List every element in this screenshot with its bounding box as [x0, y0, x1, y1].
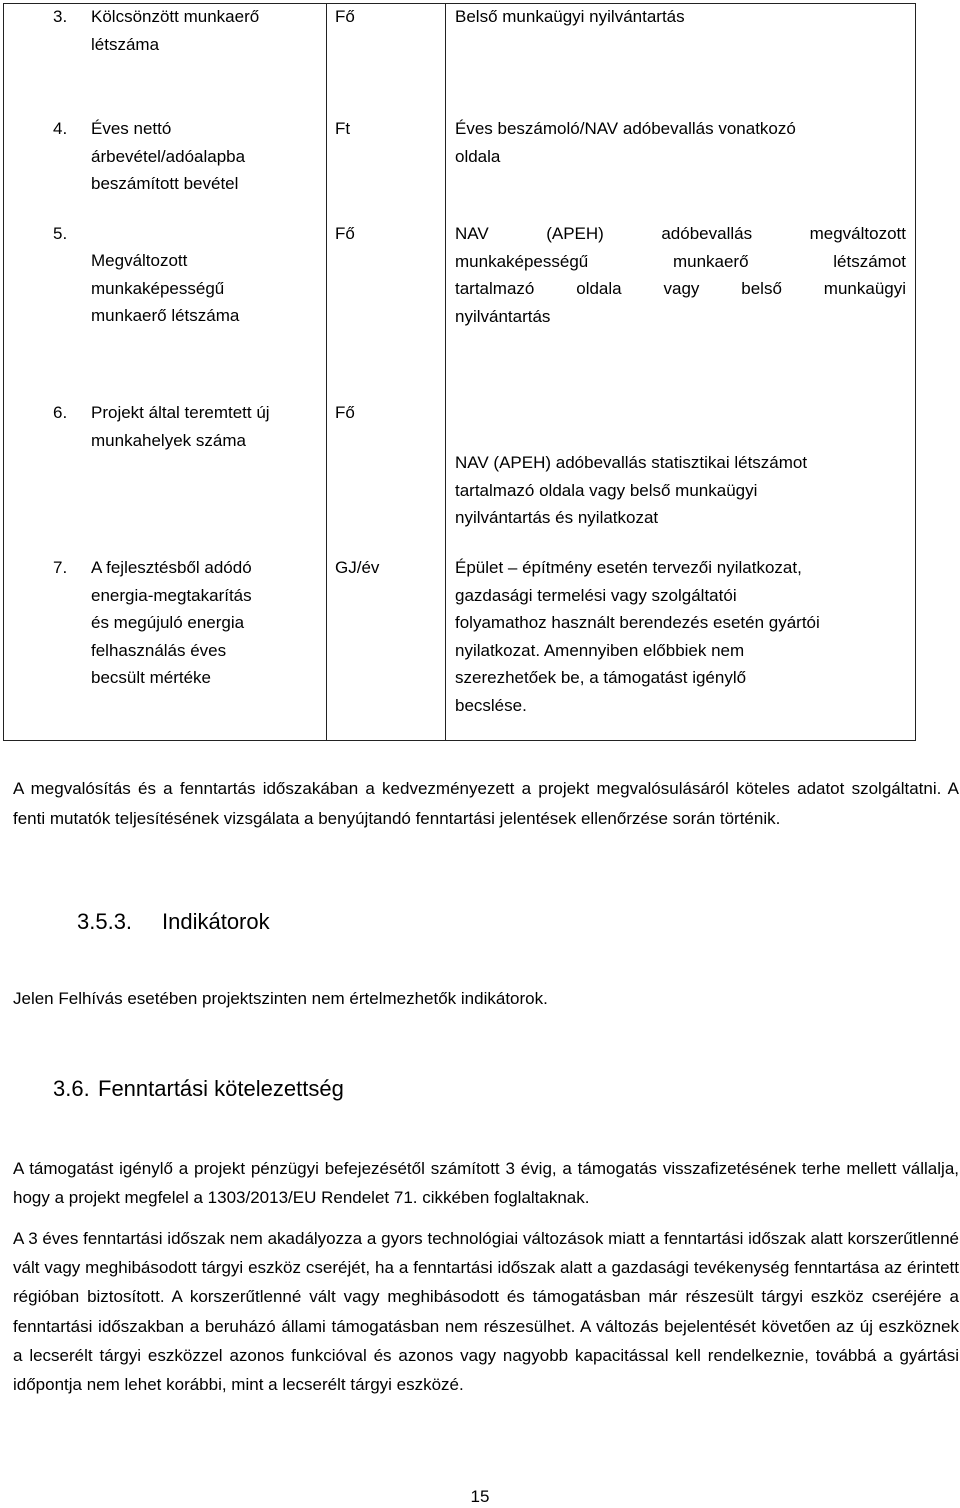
indicator-name: Éves nettó árbevétel/adóalapba beszámított bevétel	[91, 119, 246, 193]
indicator-name: Megváltozott munkaképességű munkaerő létszáma	[91, 251, 240, 325]
row-number: 3.	[53, 7, 68, 26]
body-paragraph: A megvalósítás és a fenntartás időszakában a kedvezményezett a projekt megvalósulásáról köteles adatot szolgáltatni. A fenti mutatók teljesítésének vizsgálata a benyújtandó fenntartási jelentések ellenőrzése során történik.	[13, 779, 959, 828]
indicator-name: A fejlesztésből adódó energia-megtakarítás és megújuló energia felhasználás éves becsült mértéke	[91, 558, 252, 687]
body-paragraph: A 3 éves fenntartási időszak nem akadályozza a gyors technológiai változások miatt a fenntartási időszak alatt korszerűtlenné vált vagy meghibásodott tárgyi eszköz cseréjét, ha a fenntartási időszak alatt a gazdasági tevékenység fenntartása az érintett régióban biztosított. A korszerűtlenné vált vagy meghibásodott és támogatásban már részesült tárgyi eszköz cseréjére a fenntartási időszakban a beruházó állami támogatásban nem részesülhet. A változás bejelentését követően az új eszköznek a lecserélt tárgyi eszközzel azonos funkcióval és azonos vagy nagyobb kapacitással kell rendelkeznie, továbbá a gyártási időpontja nem lehet korábbi, mint a lecserélt tárgyi eszközé.	[13, 1229, 959, 1395]
unit-cell: Fő	[335, 224, 355, 243]
unit-cell: GJ/év	[335, 558, 380, 577]
page-number: 15	[470, 1487, 490, 1506]
source-cell: Belső munkaügyi nyilvántartás	[455, 7, 685, 26]
section-title: Fenntartási kötelezettség	[98, 1076, 344, 1101]
source-cell: Épület – építmény esetén tervezői nyilatkozat, gazdasági termelési vagy szolgáltatói folyamathoz használt berendezés esetén gyártói nyilatkozat. Amennyiben előbbiek nem szerezhetőek be, a támogatást igénylő becslése.	[455, 558, 820, 715]
section-number: 3.6.	[53, 1076, 90, 1101]
source-cell: NAV (APEH) adóbevallás megváltozott munkaképességű munkaerő létszámot tartalmazó oldala vagy belső munkaügyi nyilvántartás	[455, 224, 906, 326]
indicator-name: Projekt által teremtett új munkahelyek száma	[91, 403, 270, 450]
table-divider	[445, 4, 446, 740]
unit-cell: Fő	[335, 7, 355, 26]
row-number: 7.	[53, 558, 68, 577]
body-paragraph: Jelen Felhívás esetében projektszinten nem értelmezhetők indikátorok.	[13, 989, 548, 1008]
body-paragraph: A támogatást igénylő a projekt pénzügyi befejezésétől számított 3 évig, a támogatás visszafizetésének terhe mellett vállalja, hogy a projekt megfelel a 1303/2013/EU Rendelet 71. cikkében foglaltaknak.	[13, 1159, 959, 1208]
row-number: 6.	[53, 403, 68, 422]
row-number: 4.	[53, 119, 68, 138]
indicator-name: Kölcsönzött munkaerő létszáma	[91, 7, 260, 54]
source-cell: NAV (APEH) adóbevallás statisztikai létszámot tartalmazó oldala vagy belső munkaügyi nyilvántartás és nyilatkozat	[455, 453, 808, 527]
table-divider	[326, 4, 327, 740]
row-number: 5.	[53, 224, 68, 243]
section-title: Indikátorok	[162, 909, 270, 934]
unit-cell: Ft	[335, 119, 351, 138]
source-cell: Éves beszámoló/NAV adóbevallás vonatkozó oldala	[455, 119, 796, 166]
unit-cell: Fő	[335, 403, 355, 422]
section-number: 3.5.3.	[77, 909, 133, 934]
